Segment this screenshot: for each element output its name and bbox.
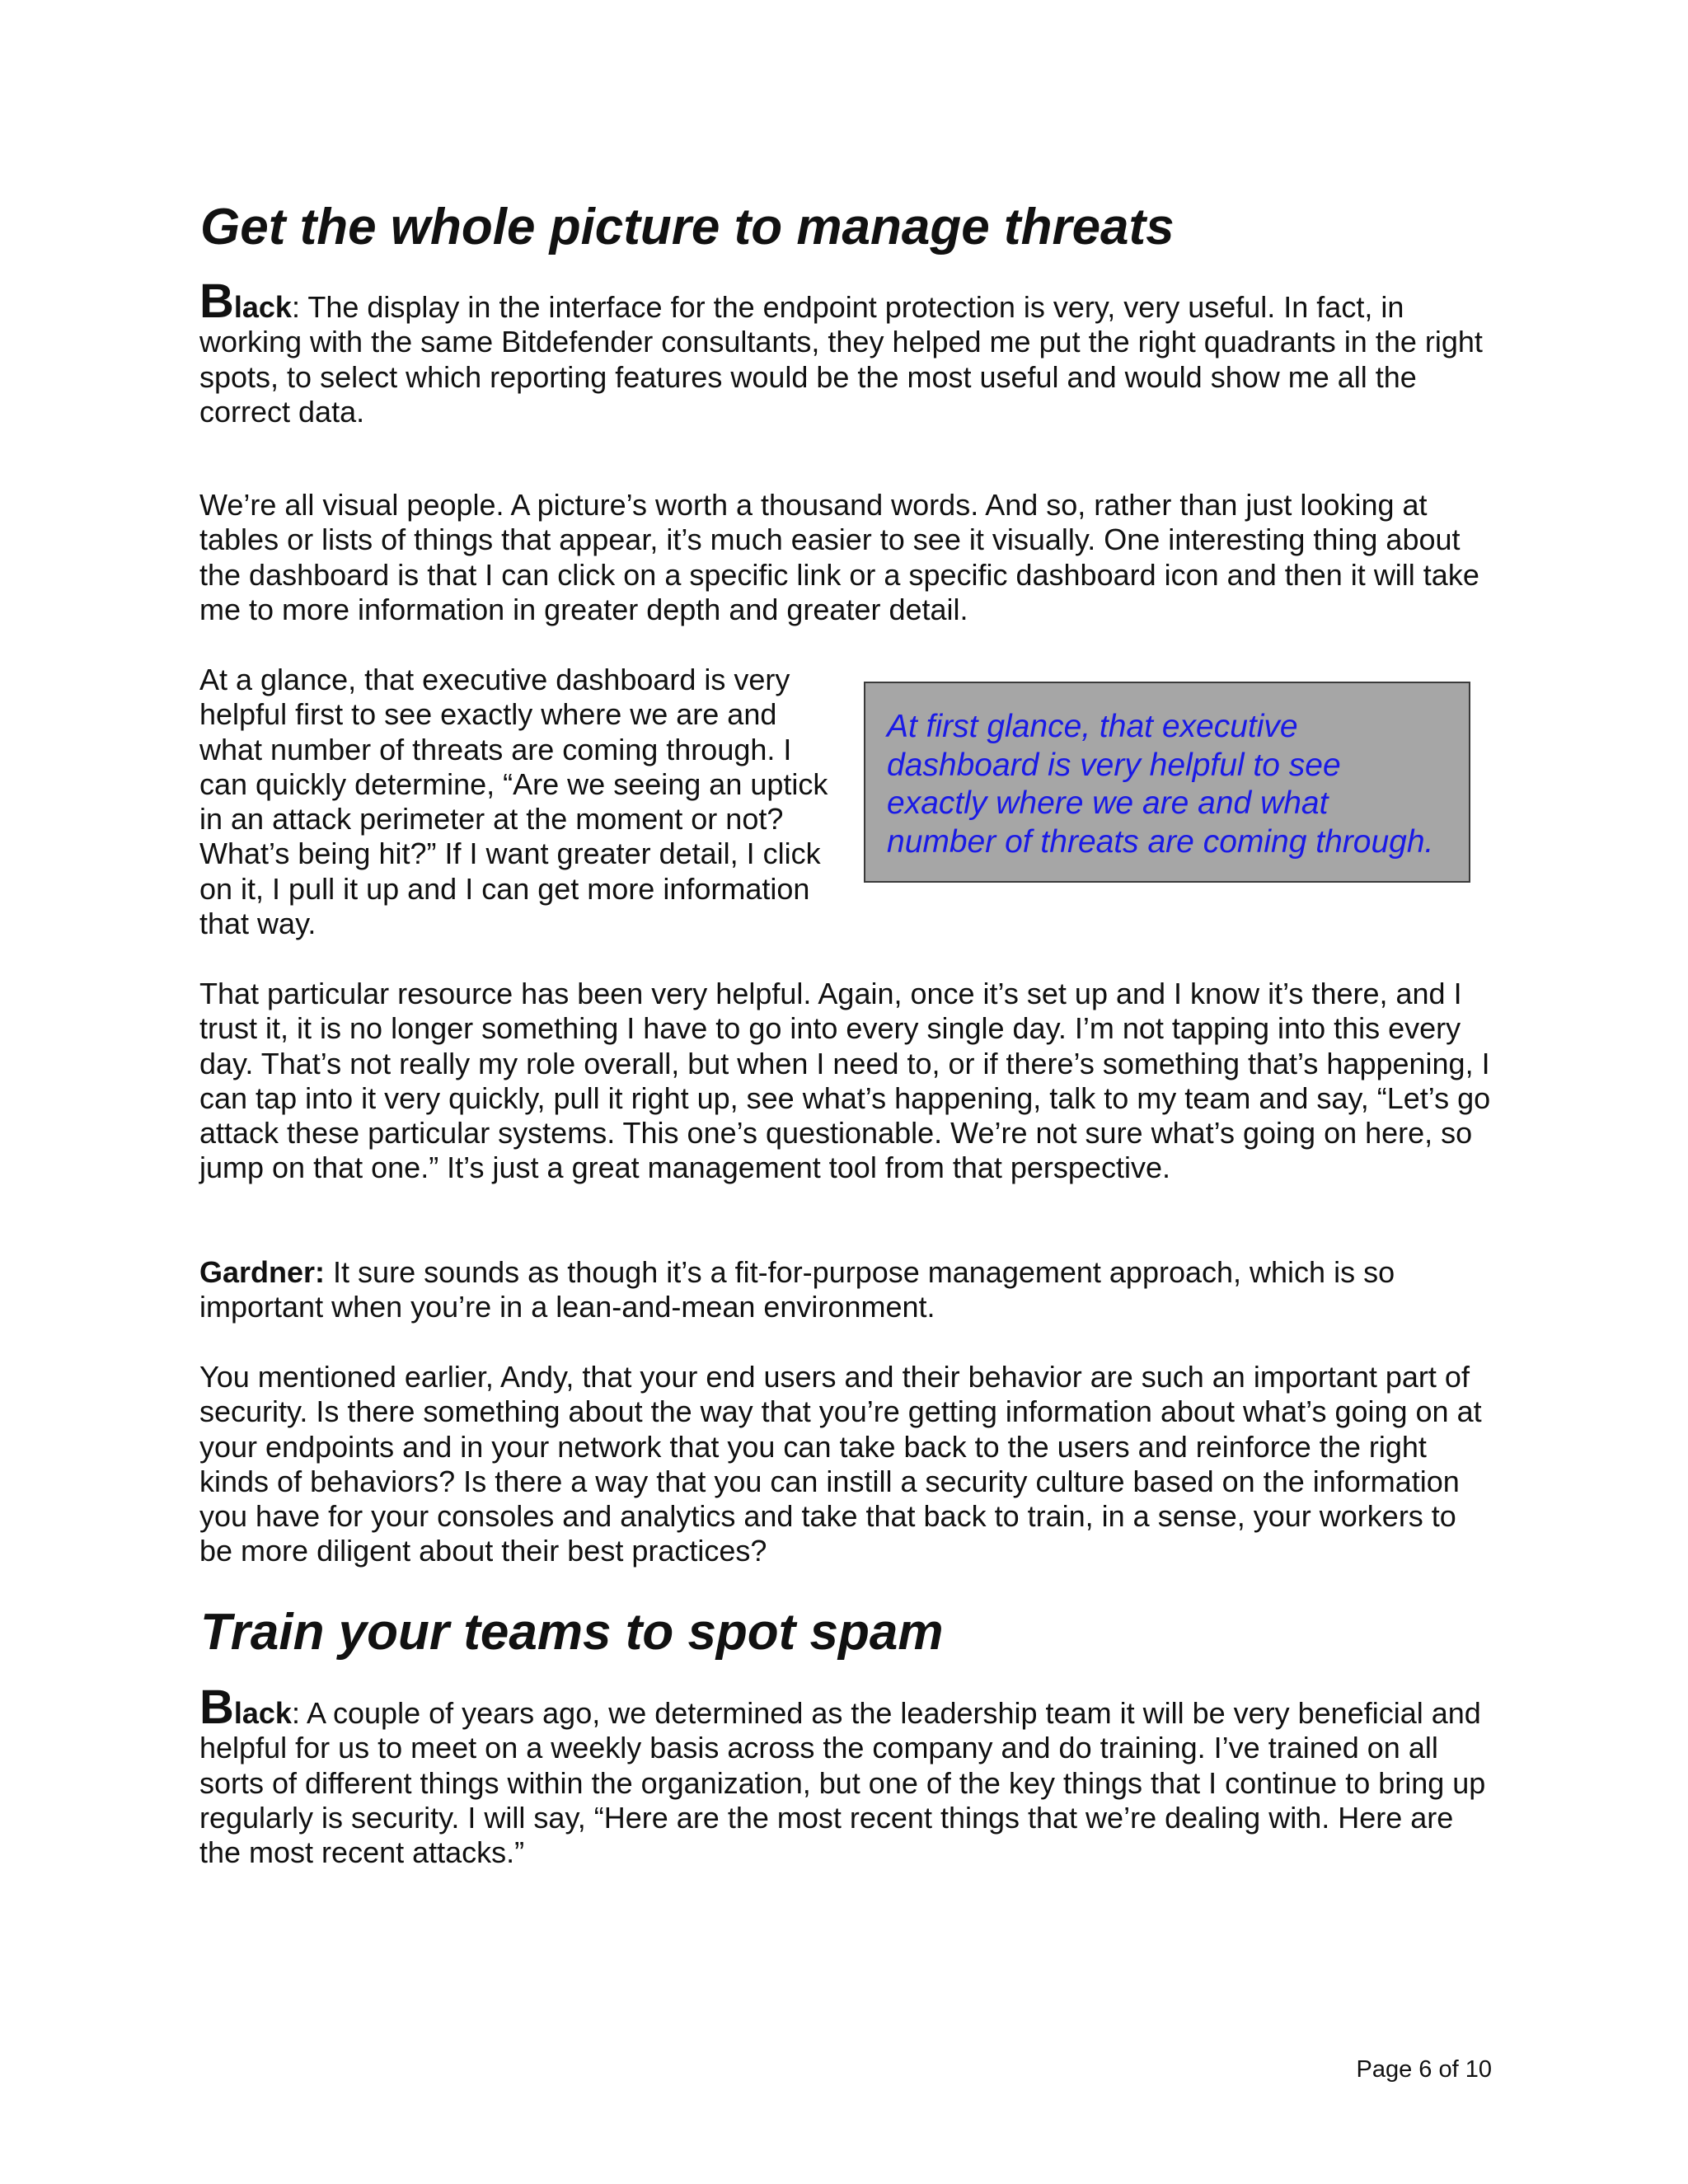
section-heading-manage-threats: Get the whole picture to manage threats: [200, 199, 1175, 255]
paragraph-text: It sure sounds as though it’s a fit-for-purpose management approach, which is so important when you’re in a lean-and-mean environment.: [199, 1255, 1395, 1324]
paragraph-text: : The display in the interface for the endpoint protection is very, very useful. In fact, in working with the same Bitdefender consultants, they helped me put the right quadrants in the right spots, to select which reporting features would be the most useful and would show me all the correct data.: [199, 290, 1483, 429]
pull-quote-line-3: exactly where we are and what: [887, 785, 1329, 821]
paragraph-visual-people: We’re all visual people. A picture’s worth a thousand words. And so, rather than just looking at tables or lists of things that appear, it’s much easier to see it visually. One interesting thing about the dashboard is that I can click on a specific link or a specific dashboard icon and then it will take me to more information in greater depth and greater detail.: [199, 488, 1479, 626]
paragraph-end-users-question: You mentioned earlier, Andy, that your end users and their behavior are such an important part of security. Is there something about the way that you’re getting information about what’s going on at your endpoints and in your network that you can take back to the users and reinforce the right kinds of behaviors? Is there a way that you can instill a security culture based on the information you have for your consoles and analytics and take that back to train, in a sense, your workers to be more diligent about their best practices?: [199, 1360, 1482, 1568]
speaker-initial: B: [199, 274, 234, 328]
speaker-initial: B: [199, 1680, 234, 1734]
pull-quote-line-4: number of threats are coming through.: [887, 823, 1434, 860]
pull-quote-line-1: At first glance, that executive: [887, 709, 1298, 744]
speaker-name: lack: [233, 1696, 292, 1730]
paragraph-gardner-fit-for-purpose: [199, 1255, 1493, 1325]
paragraph-at-a-glance: At a glance, that executive dashboard is very helpful first to see exactly where we are and what number of threats are coming through. I can quickly determine, “Are we seeing an uptick in an attack perimeter at the moment or not? What’s being hit?” If I want greater detail, I click on it, I pull it up and I can get more information that way.: [199, 663, 828, 941]
speaker-label-gardner: Gardner:: [199, 1255, 326, 1289]
paragraph-black-training: [199, 1680, 1493, 1870]
paragraph-black-dashboard: [199, 274, 1493, 429]
pull-quote-line-2: dashboard is very helpful to see: [887, 747, 1341, 783]
section-heading-spot-spam: Train your teams to spot spam: [200, 1604, 944, 1661]
paragraph-particular-resource: That particular resource has been very helpful. Again, once it’s set up and I know it’s there, and I trust it, it is no longer something I have to go into every single day. I’m not tapping into this every day. That’s not really my role overall, but when I need to, or if there’s something that’s happening, I can tap into it very quickly, pull it right up, see what’s happening, talk to my team and say, “Let’s go attack these particular systems. This one’s questionable. We’re not sure what’s going on here, so jump on that one.” It’s just a great management tool from that perspective.: [199, 977, 1491, 1185]
speaker-name: lack: [233, 290, 292, 324]
pull-quote-box: [864, 682, 1470, 883]
paragraph-text: : A couple of years ago, we determined as the leadership team it will be very beneficial and helpful for us to meet on a weekly basis across the company and do training. I’ve trained on all sorts of different things within the organization, but one of the key things that I continue to bring up regularly is security. I will say, “Here are the most recent things that we’re dealing with. Here are the most recent attacks.”: [199, 1696, 1486, 1870]
page-number: Page 6 of 10: [1356, 2056, 1492, 2083]
